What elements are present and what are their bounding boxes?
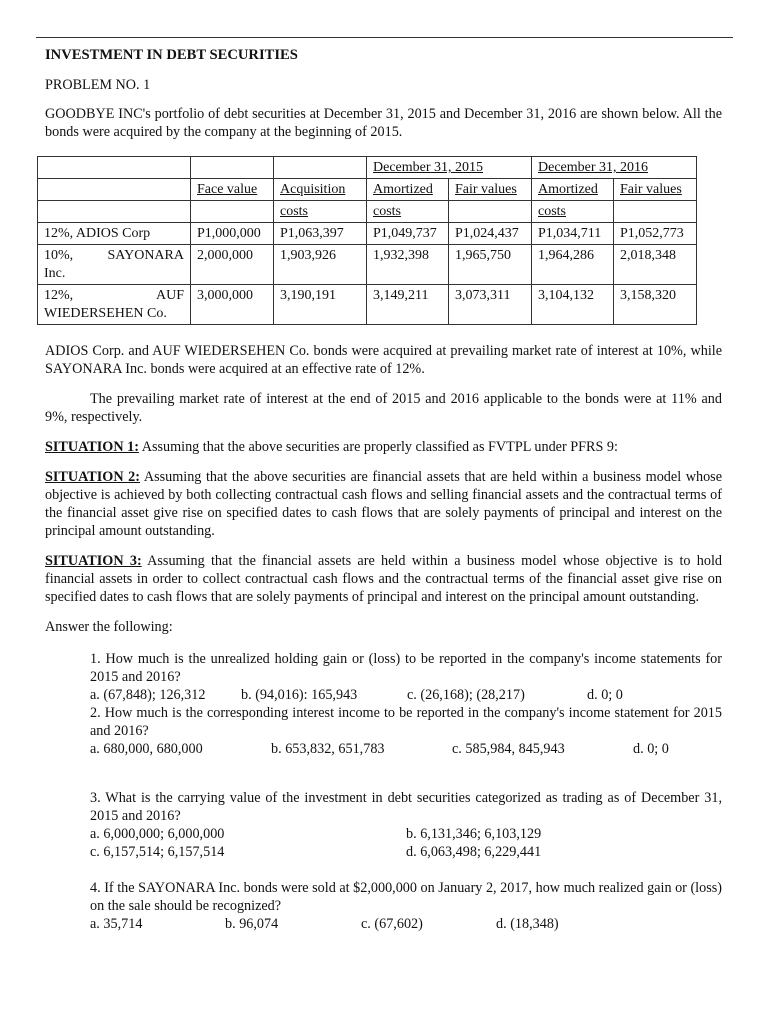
col-amortized-costs-2016: costs <box>538 204 566 219</box>
situation-2-label: SITUATION 2: <box>45 469 141 485</box>
col-fair-values-2015: Fair values <box>455 182 517 197</box>
choice-b: b. 6,131,346; 6,103,129 <box>406 826 542 842</box>
question-text: 1. How much is the unrealized holding gain or (loss) to be reported in the company's income statements for 2015 and 2016? <box>90 651 722 685</box>
choice-a: a. 6,000,000; 6,000,000 <box>90 826 225 842</box>
fair-value-2015-cell: 3,073,311 <box>449 285 532 325</box>
question-4 <box>90 879 722 933</box>
table-header-row-2 <box>38 179 697 201</box>
choice-c: c. 6,157,514; 6,157,514 <box>90 844 225 860</box>
choice-a: a. 35,714 <box>90 916 143 932</box>
acquisition-cost-cell: 1,903,926 <box>274 245 367 285</box>
amortized-2016-cell: 1,964,286 <box>532 245 614 285</box>
choice-b: b. 96,074 <box>225 916 279 932</box>
situation-3-text: Assuming that the financial assets are held within a business model whose objective is to hold financial assets in order to collect contractual cash flows and the contractual terms of the financial asset give rise on specified dates to cash flows that are solely payments of principal and interest on the principal amount outstanding. <box>45 553 722 605</box>
table-header-row-3 <box>38 201 697 223</box>
question-1 <box>90 650 722 704</box>
situation-3-label: SITUATION 3: <box>45 553 142 569</box>
question-text: 4. If the SAYONARA Inc. bonds were sold at $2,000,000 on January 2, 2017, how much realized gain or (loss) on the sale should be recognized? <box>90 880 722 914</box>
col-amortized-2016: Amortized <box>538 182 598 197</box>
col-fair-values-2016: Fair values <box>620 182 682 197</box>
choice-d: d. 6,063,498; 6,229,441 <box>406 844 542 860</box>
question-3 <box>90 789 722 861</box>
portfolio-table <box>37 156 697 325</box>
table-row <box>38 285 697 325</box>
amortized-2015-cell: P1,049,737 <box>367 223 449 245</box>
situation-1-text: Assuming that the above securities are properly classified as FVTPL under PFRS 9: <box>138 439 618 455</box>
choice-row <box>90 686 722 704</box>
question-text: 2. How much is the corresponding interest income to be reported in the company's income statement for 2015 and 2016? <box>90 705 722 739</box>
page-title: INVESTMENT IN DEBT SECURITIES <box>45 47 298 63</box>
intro-paragraph: GOODBYE INC's portfolio of debt securities at December 31, 2015 and December 31, 2016 are shown below. All the bonds were acquired by the company at the beginning of 2015. <box>45 106 722 140</box>
choice-d: d. (18,348) <box>496 916 559 932</box>
situation-2-text: Assuming that the above securities are financial assets that are held within a business model whose objective is achieved by both collecting contractual cash flows and selling financial assets and the contractual terms of the financial asset give rise on specified dates to cash flows that are solely payments of principal and interest on the principal amount outstanding. <box>45 469 722 539</box>
bond-issuer-1: SAYONARA <box>107 248 184 263</box>
fair-value-2016-cell: 3,158,320 <box>614 285 697 325</box>
choice-d: d. 0; 0 <box>633 741 669 757</box>
bond-issuer-2: Inc. <box>44 266 66 281</box>
situation-1-label: SITUATION 1: <box>45 439 139 455</box>
acquisition-cost-cell: 3,190,191 <box>274 285 367 325</box>
rates-paragraph: ADIOS Corp. and AUF WIEDERSEHEN Co. bonds were acquired at prevailing market rate of interest at 10%, while SAYONARA Inc. bonds were acquired at an effective rate of 12%. <box>45 343 722 377</box>
question-text: 3. What is the carrying value of the investment in debt securities categorized as trading as of December 31, 2015 and 2016? <box>90 790 722 824</box>
bond-rate: 12%, <box>44 288 74 303</box>
choice-c: c. 585,984, 845,943 <box>452 741 565 757</box>
choice-row <box>90 740 722 758</box>
bond-rate: 10%, <box>44 248 74 263</box>
bond-issuer-2: WIEDERSEHEN Co. <box>44 306 167 321</box>
choice-a: a. 680,000, 680,000 <box>90 741 203 757</box>
top-rule <box>36 37 733 38</box>
acquisition-cost-cell: P1,063,397 <box>274 223 367 245</box>
face-value-cell: 3,000,000 <box>191 285 274 325</box>
choice-a: a. (67,848); 126,312 <box>90 687 206 703</box>
table-row <box>38 223 697 245</box>
fair-value-2016-cell: P1,052,773 <box>614 223 697 245</box>
col-acquisition: Acquisition <box>280 182 346 197</box>
table-header-row-1 <box>38 157 697 179</box>
situation-3 <box>45 552 722 606</box>
choice-row <box>90 843 722 861</box>
market-rate-paragraph: The prevailing market rate of interest at the end of 2015 and 2016 applicable to the bonds were at 11% and 9%, respectively. <box>45 391 722 425</box>
amortized-2016-cell: 3,104,132 <box>532 285 614 325</box>
fair-value-2015-cell: P1,024,437 <box>449 223 532 245</box>
choice-c: c. (67,602) <box>361 916 423 932</box>
question-2 <box>90 704 722 758</box>
bond-name: 12%, ADIOS Corp <box>44 226 151 241</box>
document-body <box>45 342 722 933</box>
situation-1 <box>45 438 722 456</box>
face-value-cell: P1,000,000 <box>191 223 274 245</box>
face-value-cell: 2,000,000 <box>191 245 274 285</box>
fair-value-2015-cell: 1,965,750 <box>449 245 532 285</box>
col-amortized-2015: Amortized <box>373 182 433 197</box>
answer-prompt: Answer the following: <box>45 619 173 635</box>
col-acquisition-costs: costs <box>280 204 308 219</box>
col-face-value: Face value <box>197 182 258 197</box>
choice-b: b. (94,016): 165,943 <box>241 687 358 703</box>
choice-b: b. 653,832, 651,783 <box>271 741 385 757</box>
situation-2 <box>45 468 722 540</box>
header-dec-2015: December 31, 2015 <box>373 160 484 175</box>
choice-row <box>90 825 722 843</box>
choice-row <box>90 915 722 933</box>
choice-c: c. (26,168); (28,217) <box>407 687 525 703</box>
choice-d: d. 0; 0 <box>587 687 623 703</box>
fair-value-2016-cell: 2,018,348 <box>614 245 697 285</box>
bond-issuer-1: AUF <box>155 288 184 303</box>
header-dec-2016: December 31, 2016 <box>538 160 649 175</box>
amortized-2015-cell: 1,932,398 <box>367 245 449 285</box>
table-row <box>38 245 697 285</box>
amortized-2016-cell: P1,034,711 <box>532 223 614 245</box>
problem-number: PROBLEM NO. 1 <box>45 77 151 93</box>
col-amortized-costs-2015: costs <box>373 204 401 219</box>
amortized-2015-cell: 3,149,211 <box>367 285 449 325</box>
document-header <box>45 46 722 141</box>
